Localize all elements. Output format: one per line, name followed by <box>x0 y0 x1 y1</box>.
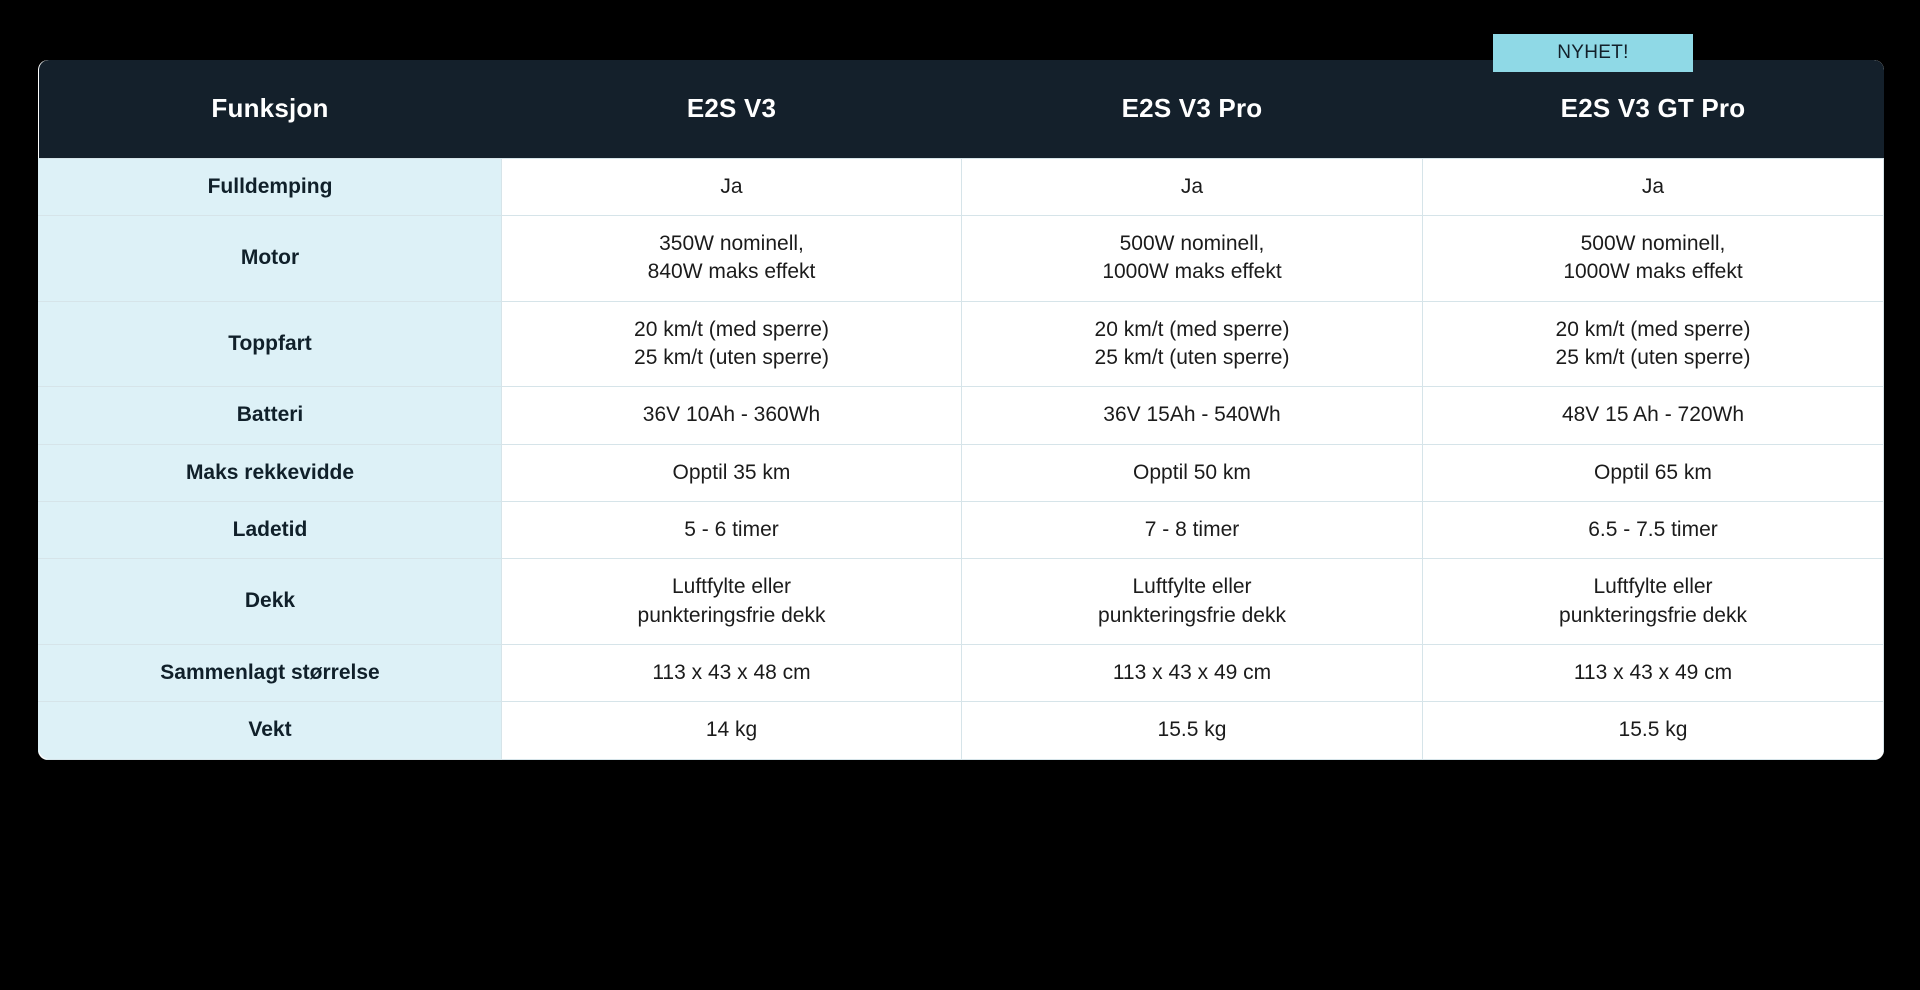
value-cell <box>502 215 962 301</box>
table-row <box>39 702 1884 759</box>
table-row <box>39 559 1884 645</box>
value-cell <box>502 644 962 701</box>
value-line: Luftfylte eller <box>671 575 792 599</box>
table-row <box>39 158 1884 215</box>
column-header-model-2: E2S V3 Pro <box>962 60 1423 158</box>
value-line: punkteringsfrie dekk <box>1098 603 1286 627</box>
feature-cell: Batteri <box>39 387 502 444</box>
value-line: 20 km/t (med sperre) <box>1094 317 1290 341</box>
value-line: 113 x 43 x 49 cm <box>1573 660 1733 684</box>
spec-comparison-table <box>38 60 1884 760</box>
value-line: Opptil 65 km <box>1594 460 1712 484</box>
value-line: punkteringsfrie dekk <box>1559 603 1747 627</box>
table-row <box>39 644 1884 701</box>
value-line: Ja <box>1641 174 1665 198</box>
value-line: 14 kg <box>705 718 758 742</box>
table-head <box>39 60 1884 158</box>
feature-cell: Dekk <box>39 559 502 645</box>
value-cell <box>962 501 1423 558</box>
feature-cell: Fulldemping <box>39 158 502 215</box>
value-line: 113 x 43 x 48 cm <box>652 660 811 684</box>
value-cell <box>962 301 1423 387</box>
value-line: 113 x 43 x 49 cm <box>1112 660 1272 684</box>
value-cell <box>502 501 962 558</box>
value-line: Luftfylte eller <box>1132 575 1252 599</box>
value-cell <box>1423 444 1884 501</box>
value-line: 15.5 kg <box>1157 718 1227 742</box>
value-cell <box>1423 215 1884 301</box>
value-cell <box>502 301 962 387</box>
value-cell <box>502 444 962 501</box>
value-line: Opptil 50 km <box>1133 460 1251 484</box>
comparison-table-container <box>38 42 1883 960</box>
value-line: Ja <box>1180 174 1204 198</box>
column-header-model-3: E2S V3 GT Pro <box>1423 60 1884 158</box>
header-row <box>39 60 1884 158</box>
value-line: 7 - 8 timer <box>1144 517 1240 541</box>
value-cell <box>1423 301 1884 387</box>
value-line: Opptil 35 km <box>672 460 791 484</box>
value-cell <box>962 644 1423 701</box>
value-line: 20 km/t (med sperre) <box>634 317 829 341</box>
value-line: punkteringsfrie dekk <box>637 603 826 627</box>
value-cell <box>962 387 1423 444</box>
value-cell <box>502 387 962 444</box>
value-cell <box>962 559 1423 645</box>
value-cell <box>502 158 962 215</box>
table-row <box>39 301 1884 387</box>
column-header-model-1: E2S V3 <box>502 60 962 158</box>
feature-cell: Ladetid <box>39 501 502 558</box>
value-line: 840W maks effekt <box>647 260 816 284</box>
value-cell <box>1423 387 1884 444</box>
value-line: 1000W maks effekt <box>1563 260 1743 284</box>
value-line: 36V 15Ah - 540Wh <box>1103 403 1281 427</box>
new-badge <box>1493 34 1693 72</box>
value-cell <box>502 559 962 645</box>
value-cell <box>1423 559 1884 645</box>
value-cell <box>1423 501 1884 558</box>
value-line: 36V 10Ah - 360Wh <box>642 403 821 427</box>
feature-cell: Toppfart <box>39 301 502 387</box>
value-line: 500W nominell, <box>1119 231 1265 255</box>
feature-cell: Motor <box>39 215 502 301</box>
new-badge-label: NYHET! <box>1557 42 1629 63</box>
value-cell <box>1423 702 1884 759</box>
value-cell <box>962 444 1423 501</box>
value-line: 5 - 6 timer <box>684 517 779 541</box>
feature-cell: Sammenlagt størrelse <box>39 644 502 701</box>
value-line: 350W nominell, <box>659 231 804 255</box>
table-body <box>39 158 1884 759</box>
value-cell <box>502 702 962 759</box>
value-line: Luftfylte eller <box>1593 575 1713 599</box>
value-cell <box>962 215 1423 301</box>
value-line: 25 km/t (uten sperre) <box>634 345 829 369</box>
table-row <box>39 501 1884 558</box>
value-line: Ja <box>720 174 743 198</box>
value-line: 25 km/t (uten sperre) <box>1555 345 1751 369</box>
value-line: 6.5 - 7.5 timer <box>1588 517 1718 541</box>
value-line: 1000W maks effekt <box>1102 260 1282 284</box>
value-line: 15.5 kg <box>1618 718 1688 742</box>
feature-cell: Maks rekkevidde <box>39 444 502 501</box>
value-cell <box>1423 158 1884 215</box>
table-row <box>39 215 1884 301</box>
value-line: 25 km/t (uten sperre) <box>1094 345 1290 369</box>
column-header-feature: Funksjon <box>39 60 502 158</box>
value-cell <box>962 158 1423 215</box>
value-line: 20 km/t (med sperre) <box>1555 317 1751 341</box>
table-row <box>39 444 1884 501</box>
value-line: 48V 15 Ah - 720Wh <box>1561 403 1745 427</box>
value-cell <box>1423 644 1884 701</box>
table-row <box>39 387 1884 444</box>
value-cell <box>962 702 1423 759</box>
value-line: 500W nominell, <box>1580 231 1726 255</box>
feature-cell: Vekt <box>39 702 502 759</box>
